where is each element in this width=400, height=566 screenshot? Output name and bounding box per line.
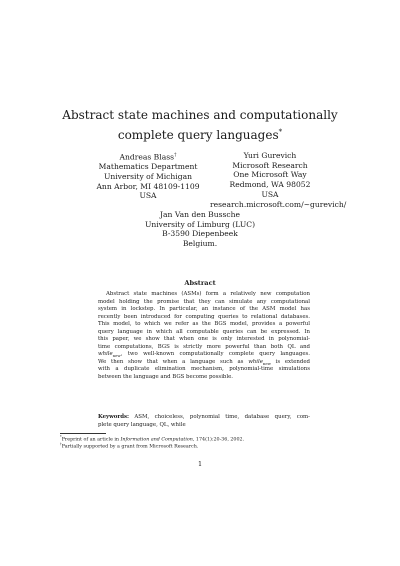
abstract-line: This model, to which we refer as the BGS model, provides a powerful [98, 321, 310, 328]
language-subscript: new [112, 353, 121, 359]
author-block-vandenbussche [140, 210, 260, 249]
page-number: 1 [197, 460, 203, 468]
abstract-line: this paper, we show that when one is only interested in polynomial- [98, 336, 310, 343]
footnote-mark: † [60, 442, 62, 446]
abstract-line: while$_{new}$, two well-known computationally complete query languages. [98, 351, 310, 359]
abstract-line: model holding the promise that they can simulate any computational [98, 298, 310, 305]
abstract-heading: Abstract [184, 279, 216, 287]
abstract-line: between the language and BGS become possible. [98, 374, 234, 381]
author-footnote-mark: † [174, 152, 177, 158]
keywords-block [98, 414, 310, 429]
abstract-line: recently been introduced for computing queries to relational databases. [98, 313, 310, 320]
keywords-line: plete query language, QL, while [98, 421, 186, 428]
footnote-1: *Preprint of an article in Information and Computation, 174(1):20-36, 2002. [60, 435, 245, 443]
affiliation-line: Ann Arbor, MI 48109-1109 [96, 181, 200, 191]
language-subscript: new [262, 361, 271, 366]
affiliation-line: Belgium. [182, 239, 218, 249]
title-footnote-mark: * [278, 128, 283, 136]
author-block-blass [88, 151, 208, 201]
affiliation-line: Redmond, WA 98052 [229, 180, 311, 190]
language-name: while [98, 351, 113, 358]
paper-title [60, 107, 340, 144]
title-line-2: complete query languages* [117, 128, 283, 142]
affiliation-line: University of Michigan [103, 171, 193, 181]
footnote-mark: * [60, 435, 62, 439]
affiliation-line: USA [139, 191, 157, 201]
abstract-line: Abstract state machines (ASMs) form a relatively new computation [106, 291, 310, 297]
author-homepage-link[interactable]: research.microsoft.com/~gurevich/ [210, 199, 347, 209]
abstract-line: time computations, BGS is strictly more powerful than both QL and [98, 343, 310, 350]
author-block-gurevich [210, 151, 347, 209]
author-name: Andreas Blass† [119, 152, 177, 162]
affiliation-line: Mathematics Department [98, 162, 198, 172]
abstract-line: query language in which all computable queries can be expressed. In [98, 328, 310, 335]
journal-name: Information and Computation [120, 437, 193, 443]
author-name: Yuri Gurevich [243, 151, 297, 160]
affiliation-line: Microsoft Research [232, 160, 308, 170]
affiliation-line: University of Limburg (LUC) [144, 219, 256, 229]
language-name: while [248, 358, 263, 365]
keywords-line: Keywords: ASM, choiceless, polynomial time, database query, com- [98, 414, 310, 420]
title-line-1: Abstract state machines and computationally [62, 108, 338, 122]
affiliation-line: B-3590 Diepenbeek [162, 229, 238, 239]
abstract-line: We then show that when a language such as while$_{new}$ is extended [98, 358, 310, 366]
abstract-line: with a duplicate elimination mechanism, polynomial-time simulations [98, 366, 310, 373]
footnote-2: †Partially supported by a grant from Microsoft Research. [60, 442, 199, 450]
keywords-label: Keywords: [98, 414, 129, 420]
abstract-line: system in lockstep. In particular, an instance of the ASM model has [98, 306, 310, 313]
affiliation-line: USA [261, 189, 279, 199]
abstract-body [98, 291, 310, 382]
affiliation-line: One Microsoft Way [233, 170, 307, 180]
author-name: Jan Van den Bussche [159, 210, 241, 219]
